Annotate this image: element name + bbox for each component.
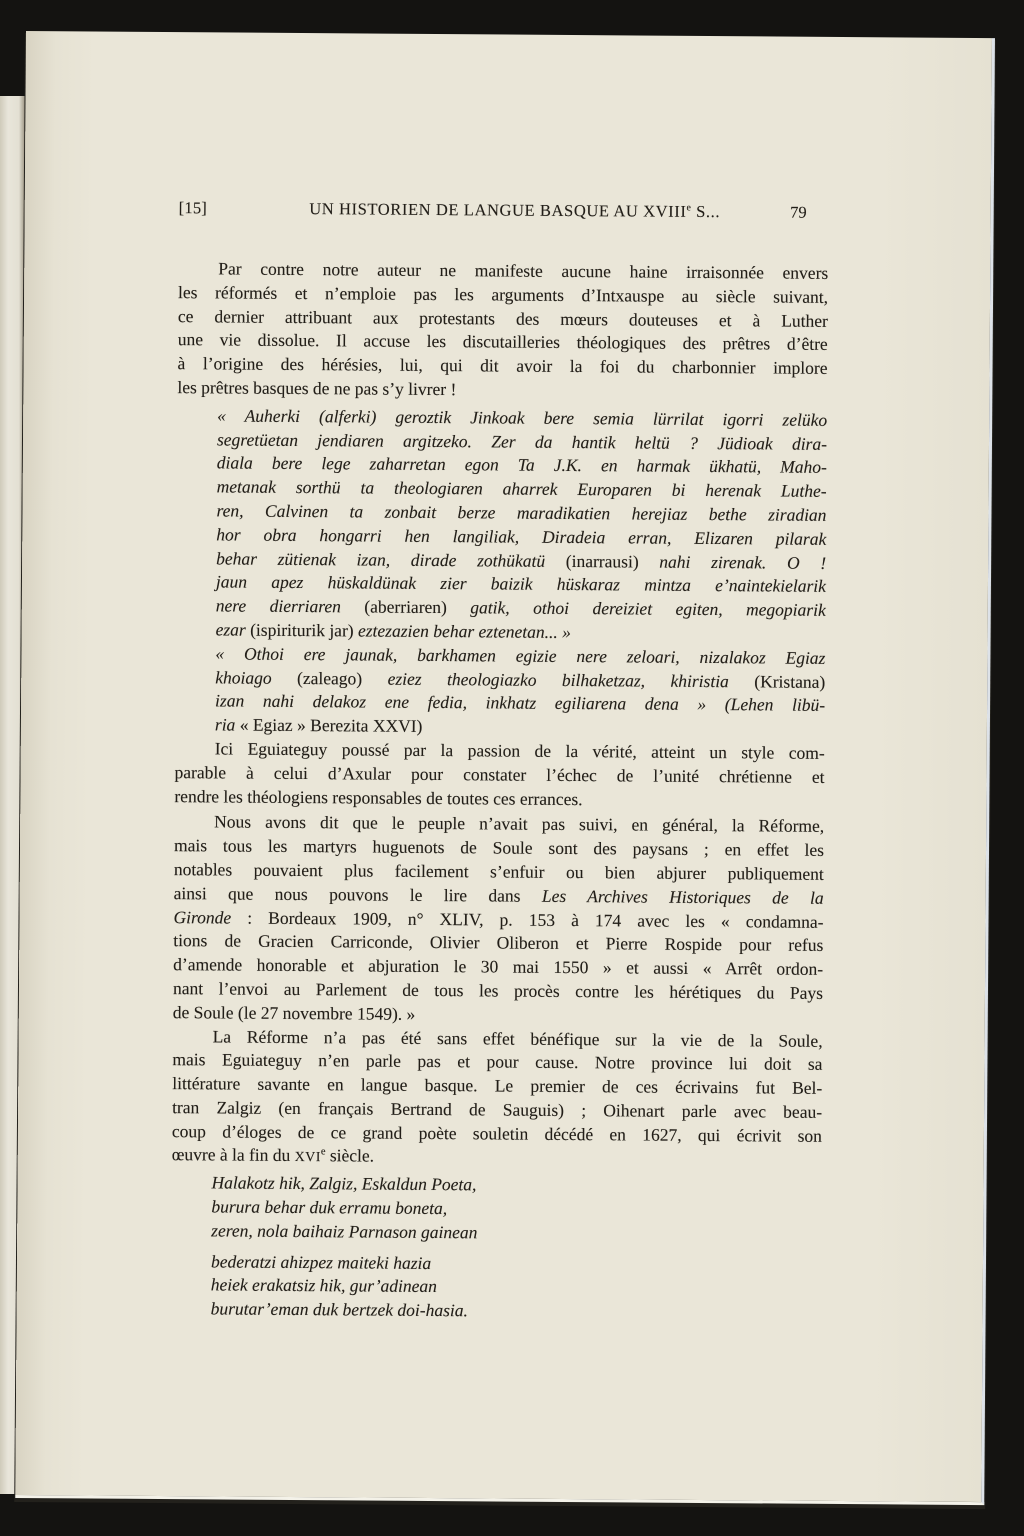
text-run: metanak sorthü ta theologiaren aharrek Europaren bi herenak Luthe- bbox=[216, 476, 827, 502]
basque-quote-1 bbox=[216, 404, 828, 646]
text-run: e bbox=[320, 1146, 326, 1158]
text-run: eziez theologiazko bilhaketzaz, khiristia bbox=[362, 668, 755, 691]
page-header bbox=[179, 196, 829, 225]
text-run: mais tous les martyrs huguenots de Soule sont des paysans ; en effet les bbox=[173, 835, 825, 860]
text-run: Gironde bbox=[173, 906, 232, 928]
text-run: parable à celui d’Axular pour constater l’échec de l’unité chrétienne et bbox=[174, 761, 825, 787]
running-title-main: UN HISTORIEN DE LANGUE BASQUE AU XVIII bbox=[309, 199, 687, 221]
text-run: (aberriaren) bbox=[364, 596, 448, 618]
text-run: (zaleago) bbox=[297, 667, 363, 689]
text-run: (ispiriturik jar) bbox=[250, 619, 354, 641]
paragraph-2 bbox=[174, 737, 825, 813]
text-run: nere dierriaren bbox=[215, 595, 365, 617]
text-run: (inarrausi) bbox=[565, 550, 639, 572]
text-run: segretüetan jendiaren argitzeko. Zer da hantik heltü ? Jüdioak dira- bbox=[216, 428, 828, 454]
text-run: siècle. bbox=[325, 1145, 375, 1167]
header-page-number: 79 bbox=[790, 202, 807, 222]
text-run: burutar’eman duk bertzek doi-hasia. bbox=[210, 1298, 468, 1321]
basque-quote-2 bbox=[215, 642, 826, 742]
text-run: Halakotz hik, Zalgiz, Eskaldun Poeta, bbox=[211, 1172, 477, 1195]
text-run: une vie dissolue. Il accuse les discutailleries théologiques des prêtres d’être bbox=[177, 329, 828, 355]
text-run: La Réforme n’a pas été sans effet bénéfique sur la vie de la Soule, bbox=[212, 1025, 823, 1051]
text-run: ainsi que nous pouvons le lire dans bbox=[173, 882, 542, 906]
paragraph-3 bbox=[173, 810, 825, 1029]
text-run: (Kristana) bbox=[754, 670, 826, 692]
text-run: zeren, nola baihaiz Parnason gainean bbox=[211, 1220, 478, 1243]
header-running-title bbox=[293, 197, 737, 224]
text-run: les réformés et n’emploie pas les arguments d’Intxauspe au siècle suivant, bbox=[178, 281, 829, 307]
text-run: littérature savante en langue basque. Le premier de ces écrivains fut Bel- bbox=[172, 1073, 823, 1098]
text-run: ren, Calvinen ta zonbait berze maradikatien herejiaz bethe ziradian bbox=[216, 500, 827, 525]
header-section-ref: [15] bbox=[178, 198, 208, 218]
text-run: XVI bbox=[294, 1150, 321, 1166]
text-run: : Bordeaux 1909, n° XLIV, p. 153 à 174 avec les « condamna- bbox=[231, 907, 824, 932]
running-title-tail: S... bbox=[691, 201, 721, 222]
text-run: hor obra hongarri hen langiliak, Diradeia erran, Elizaren pilarak bbox=[216, 524, 827, 549]
text-line bbox=[172, 1144, 822, 1175]
text-run: behar zütienak izan, dirade zothükatü bbox=[216, 547, 566, 571]
paragraph-1 bbox=[177, 257, 828, 405]
text-line bbox=[177, 376, 827, 405]
text-run: heiek erakatsiz hik, gur’adinean bbox=[210, 1274, 438, 1297]
page-content bbox=[171, 32, 830, 1326]
text-run: eztezazien behar eztenetan... » bbox=[353, 620, 571, 642]
text-run: diala bere lege zaharretan egon Ta J.K. en harmak ükhatü, Maho- bbox=[216, 452, 827, 478]
text-run: jaun apez hüskaldünak zier baizik hüskaraz mintza e’naintekielarik bbox=[215, 571, 827, 597]
text-run: de Soule (le 27 novembre 1549). » bbox=[172, 1001, 416, 1024]
text-run: mais Eguiateguy n’en parle pas et pour cause. Notre province lui doit sa bbox=[172, 1049, 823, 1075]
text-run: « Othoi ere jaunak, barkhamen egizie nere zeloari, nizalakoz Egiaz bbox=[215, 643, 826, 668]
text-line bbox=[174, 785, 824, 814]
text-run: nant l’envoi au Parlement de tous les procès contre les hérétiques du Pays bbox=[172, 978, 824, 1003]
text-run: Ici Eguiateguy poussé par la passion de la vérité, atteint un style com- bbox=[214, 738, 825, 763]
text-run: notables pouvaient plus facilement s’enfuir ou bien abjurer publiquement bbox=[173, 859, 824, 884]
verse-stanza-2 bbox=[211, 1250, 822, 1326]
text-run: Nous avons dit que le peuple n’avait pas suivi, en général, la Réforme, bbox=[214, 811, 825, 837]
text-run: bederatzi ahizpez maiteki hazia bbox=[210, 1251, 432, 1273]
text-run: khoiago bbox=[215, 666, 298, 688]
book-page bbox=[15, 31, 995, 1505]
text-run: rendre les théologiens responsables de toutes ces errances. bbox=[174, 785, 583, 809]
text-run: nahi zirenak. O ! bbox=[638, 551, 827, 573]
text-run: Par contre notre auteur ne manifeste aucune haine irraisonnée envers bbox=[218, 258, 829, 283]
text-run: ria bbox=[214, 714, 240, 735]
text-run: « Egiaz » Berezita XXVI) bbox=[239, 714, 423, 737]
text-run: à l’origine des hérésies, lui, qui dit avoir la foi du charbonnier implore bbox=[177, 353, 828, 379]
paragraph-4 bbox=[172, 1025, 823, 1175]
text-line bbox=[211, 1298, 821, 1326]
text-run: ce dernier attribuant aux protestants des mœurs douteuses et à Luther bbox=[177, 305, 828, 331]
text-run: les prêtres basques de ne pas s’y livrer ! bbox=[177, 377, 457, 400]
text-run: Les Archives Historiques de la bbox=[541, 885, 824, 908]
text-run: d’amende honorable et abjuration le 30 mai 1550 » et aussi « Arrêt ordon- bbox=[173, 954, 824, 979]
running-title-superscript: e bbox=[686, 202, 692, 214]
text-run: ezar bbox=[215, 619, 251, 640]
text-run: « Auherki (alferki) geroztik Jinkoak bere semia lürrilat igorri zelüko bbox=[217, 405, 828, 430]
text-run: tran Zalgiz (en français Bertrand de Sauguis) ; Oihenart parle avec beau- bbox=[172, 1096, 823, 1122]
verse-stanza-1 bbox=[211, 1172, 822, 1248]
text-run: tions de Gracien Carriconde, Olivier Oliberon et Pierre Rospide pour refus bbox=[173, 930, 824, 956]
text-run: izan nahi delakoz ene fedia, inkhatz egiliarena dena » (Lehen libü- bbox=[215, 690, 826, 716]
text-run: gatik, othoi dereiziet egiten, megopiarik bbox=[446, 597, 826, 621]
text-run: burura behar duk erramu boneta, bbox=[211, 1196, 448, 1219]
text-run: œuvre à la fin du bbox=[171, 1144, 295, 1166]
text-run: coup d’éloges de ce grand poète souletin décédé en 1627, qui écrivit son bbox=[171, 1120, 822, 1146]
text-line bbox=[211, 1219, 821, 1247]
